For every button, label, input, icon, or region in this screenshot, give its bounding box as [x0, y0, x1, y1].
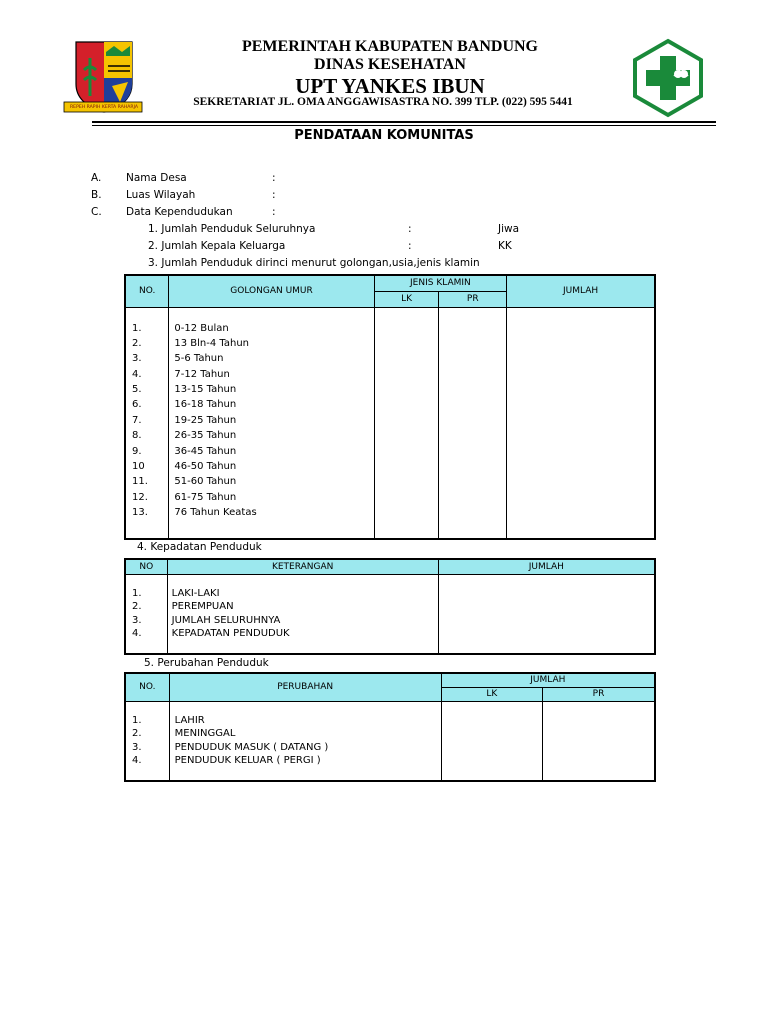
- row-number: 3.: [132, 741, 142, 753]
- density-item-label: PEREMPUAN: [171, 601, 234, 613]
- change-item-label: LAHIR: [174, 714, 205, 726]
- row-number: 1.: [132, 322, 142, 334]
- section5-title: 5. Perubahan Penduduk: [144, 657, 269, 669]
- field-colon: :: [272, 172, 276, 184]
- field-label: Data Kependudukan: [126, 206, 233, 218]
- row-number: 11.: [132, 476, 148, 488]
- logo-motto: REPEH RAPIH KERTA RAHARJA: [69, 105, 139, 110]
- field-colon: :: [272, 206, 276, 218]
- subfield-colon: :: [408, 240, 412, 252]
- age-group-label: 61-75 Tahun: [174, 491, 237, 503]
- age-group-label: 46-50 Tahun: [174, 461, 237, 473]
- row-number: 5.: [132, 384, 142, 396]
- row-number: 1.: [132, 587, 142, 599]
- col-no: NO: [125, 559, 167, 574]
- section4-title: 4. Kepadatan Penduduk: [137, 541, 262, 553]
- col-sex: JENIS KLAMIN: [374, 275, 506, 291]
- col-total: JUMLAH: [441, 673, 655, 687]
- col-no: NO.: [125, 275, 169, 307]
- header-line2: DINAS KESEHATAN: [314, 56, 466, 73]
- subfield-unit: Jiwa: [498, 223, 520, 235]
- row-number: 12.: [132, 491, 148, 503]
- subfield-label: 1. Jumlah Penduduk Seluruhnya: [148, 223, 316, 235]
- row-number: 13.: [132, 507, 148, 519]
- age-group-table: [124, 274, 656, 540]
- row-number: 9.: [132, 445, 142, 457]
- density-total-cell[interactable]: [438, 574, 655, 654]
- change-female-cell[interactable]: [543, 701, 655, 781]
- header-line4: SEKRETARIAT JL. OMA ANGGAWISASTRA NO. 399 TLP. (022) 595 5441: [193, 96, 573, 108]
- col-female: PR: [439, 291, 507, 307]
- change-item-label: MENINGGAL: [174, 728, 236, 740]
- field-letter: C.: [91, 206, 102, 218]
- male-cell[interactable]: [374, 307, 439, 539]
- row-number: 1.: [132, 714, 142, 726]
- age-group-label: 0-12 Bulan: [174, 322, 229, 334]
- col-change: PERUBAHAN: [169, 673, 441, 701]
- header-rule-thin: [92, 125, 716, 126]
- age-group-label: 13-15 Tahun: [174, 384, 237, 396]
- field-colon: :: [272, 189, 276, 201]
- document-title: PENDATAAN KOMUNITAS: [294, 128, 474, 143]
- change-item-label: PENDUDUK MASUK ( DATANG ): [174, 741, 329, 753]
- row-number: 7.: [132, 414, 142, 426]
- age-group-label: 19-25 Tahun: [174, 414, 237, 426]
- col-female: PR: [543, 687, 655, 701]
- row-number: 8.: [132, 430, 142, 442]
- field-label: Luas Wilayah: [126, 189, 196, 201]
- density-table: [124, 558, 656, 655]
- row-number: 3.: [132, 353, 142, 365]
- age-group-label: 51-60 Tahun: [174, 476, 237, 488]
- col-description: KETERANGAN: [167, 559, 438, 574]
- age-group-label: 36-45 Tahun: [174, 445, 237, 457]
- subfield-colon: :: [408, 223, 412, 235]
- subfield-label: 2. Jumlah Kepala Keluarga: [148, 240, 286, 252]
- change-male-cell[interactable]: [441, 701, 542, 781]
- density-item-label: KEPADATAN PENDUDUK: [171, 628, 290, 640]
- row-number: 2.: [132, 601, 142, 613]
- age-group-label: 13 Bln-4 Tahun: [174, 337, 249, 349]
- age-group-label: 5-6 Tahun: [174, 353, 224, 365]
- density-items: [167, 574, 438, 654]
- row-number: 3.: [132, 614, 142, 626]
- row-number: 10: [132, 461, 145, 473]
- col-male: LK: [441, 687, 542, 701]
- header-rule: [92, 121, 716, 123]
- header-line1: PEMERINTAH KABUPATEN BANDUNG: [241, 38, 538, 55]
- age-group-label: 16-18 Tahun: [174, 399, 237, 411]
- change-numbers: [125, 701, 169, 781]
- header-line3: UPT YANKES IBUN: [295, 74, 485, 98]
- row-number: 4.: [132, 755, 142, 767]
- col-age-group: GOLONGAN UMUR: [169, 275, 374, 307]
- density-numbers: [125, 574, 167, 654]
- female-cell[interactable]: [439, 307, 507, 539]
- col-total: JUMLAH: [507, 275, 655, 307]
- subfield-age-breakdown: 3. Jumlah Penduduk dirinci menurut golongan,usia,jenis klamin: [148, 257, 480, 269]
- subfield-unit: KK: [498, 240, 512, 252]
- row-number: 2.: [132, 728, 142, 740]
- field-letter: B.: [91, 189, 102, 201]
- age-numbers: [125, 307, 169, 539]
- row-number: 6.: [132, 399, 142, 411]
- change-items: [169, 701, 441, 781]
- change-item-label: PENDUDUK KELUAR ( PERGI ): [174, 755, 321, 767]
- age-group-label: 76 Tahun Keatas: [174, 507, 257, 519]
- density-item-label: LAKI-LAKI: [171, 587, 220, 599]
- col-total: JUMLAH: [438, 559, 655, 574]
- age-groups: [169, 307, 374, 539]
- field-label: Nama Desa: [126, 172, 187, 184]
- col-male: LK: [374, 291, 439, 307]
- row-number: 4.: [132, 368, 142, 380]
- row-number: 4.: [132, 628, 142, 640]
- col-no: NO.: [125, 673, 169, 701]
- row-number: 2.: [132, 337, 142, 349]
- right-logo: [628, 38, 708, 118]
- field-letter: A.: [91, 172, 102, 184]
- density-item-label: JUMLAH SELURUHNYA: [171, 614, 281, 626]
- age-group-label: 26-35 Tahun: [174, 430, 237, 442]
- age-group-label: 7-12 Tahun: [174, 368, 230, 380]
- population-change-table: [124, 672, 656, 782]
- total-cell[interactable]: [507, 307, 655, 539]
